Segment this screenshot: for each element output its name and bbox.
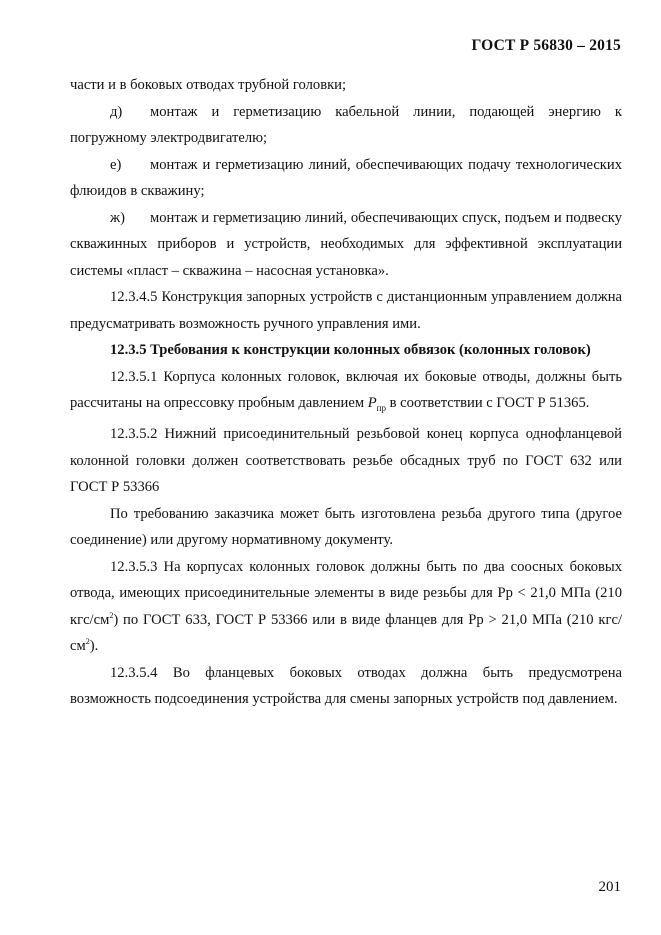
superscript: 2: [85, 637, 90, 647]
list-item-zh: [70, 205, 622, 285]
text-run: 12.3.5.3 На корпусах колонных головок должны быть по два соосных боковых отвода, имеющих присоединительные элементы в виде резьбы для Рр < 21,0 МПа (210 кгс/см: [70, 558, 622, 628]
pressure-symbol: P: [367, 395, 377, 411]
list-item-d: [70, 99, 622, 152]
paragraph-customer-requirement: По требованию заказчика может быть изготовлена резьба другого типа (другое соединение) или другому нормативному документу.: [70, 505, 622, 549]
paragraph-12-3-4-5: 12.3.4.5 Конструкция запорных устройств с дистанционным управлением должна предусматривать возможность ручного управления ими.: [70, 289, 622, 332]
paragraph-12-3-5-3: [70, 554, 622, 660]
text-run: 12.3.5.1 Корпуса колонных головок, включая их боковые отводы, должны быть рассчитаны на опрессовку пробным давлением: [70, 368, 622, 411]
list-item-text: монтаж и герметизацию линий, обеспечивающих спуск, подъем и подвеску скважинных приборов и устройств, необходимых для эффективной эксплуатации системы «пласт – скважина – насосная установка».: [70, 209, 622, 279]
section-heading-12-3-5: 12.3.5 Требования к конструкции колонных обвязок (колонных головок): [110, 342, 591, 358]
text-run: ) по ГОСТ 633, ГОСТ Р 53366 или в виде фланцев для Рр > 21,0 МПа (210 кгс/см: [70, 611, 622, 655]
list-marker: ж): [110, 209, 125, 226]
list-item-text: монтаж и герметизацию кабельной линии, подающей энергию к погружному электродвигателю;: [70, 103, 622, 146]
list-item-e: [70, 152, 622, 205]
page-body: [70, 72, 622, 713]
superscript: 2: [109, 610, 114, 620]
page-number: 201: [598, 879, 621, 895]
list-marker: е): [110, 156, 122, 173]
text-run: ).: [89, 638, 99, 655]
paragraph-12-3-5-4: 12.3.5.4 Во фланцевых боковых отводах должна быть предусмотрена возможность подсоединения устройства для смены запорных устройств под давлением.: [70, 664, 622, 708]
list-marker: д): [110, 103, 123, 120]
paragraph-12-3-5-2: 12.3.5.2 Нижний присоединительный резьбовой конец корпуса однофланцевой колонной головки должен соответствовать резьбе обсадных труб по ГОСТ 632 или ГОСТ Р 53366: [70, 426, 622, 496]
paragraph-continuation: части и в боковых отводах трубной головки;: [70, 77, 347, 93]
text-run: в соответствии с ГОСТ Р 51365.: [389, 395, 590, 411]
document-header: ГОСТ Р 56830 – 2015: [471, 37, 621, 54]
pressure-subscript: пр: [376, 402, 386, 413]
list-item-text: монтаж и герметизацию линий, обеспечивающих подачу технологических флюидов в скважину;: [70, 156, 622, 199]
paragraph-12-3-5-1: [70, 364, 622, 422]
